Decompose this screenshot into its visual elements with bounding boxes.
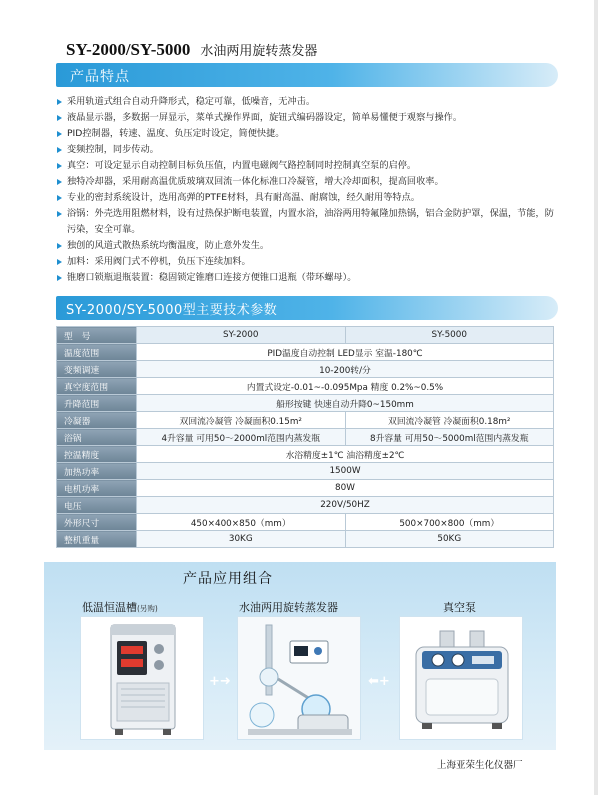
spec-label: 电压 [57, 497, 137, 514]
spec-value-sy5000: 8升容量 可用50～5000ml范围内蒸发瓶 [345, 429, 554, 446]
company-name: 上海亚荣生化仪器厂 [437, 760, 523, 771]
spec-value: 水浴精度±1℃ 油浴精度±2℃ [137, 446, 554, 463]
spec-value: 船形按键 快速自动升降0~150mm [137, 395, 554, 412]
spec-value-sy2000: 双回流冷凝管 冷凝面积0.15m² [137, 412, 346, 429]
feature-item: 真空：可设定显示自动控制目标负压值，内置电磁阀气路控制同时控制真空泵的启停。 [56, 158, 556, 174]
page-title [66, 40, 317, 62]
feature-item: 锥磨口锁瓶退瓶装置：稳固锁定锥磨口连接方便锥口退瓶（带环螺母）。 [56, 270, 556, 286]
spec-label: 外形尺寸 [57, 514, 137, 531]
plus-arrow-left [209, 674, 231, 689]
spec-label: 冷凝器 [57, 412, 137, 429]
spec-value-sy2000: 450×400×850（mm） [137, 514, 346, 531]
spec-value-sy2000: 4升容量 可用50～2000ml范围内蒸发瓶 [137, 429, 346, 446]
spec-label: 整机重量 [57, 531, 137, 548]
spec-value-sy5000: 双回流冷凝管 冷凝面积0.18m² [345, 412, 554, 429]
feature-item: 变频控制，同步传动。 [56, 142, 556, 158]
vacuum-pump-illustration [400, 617, 523, 740]
feature-item: 加料：采用阀门式不停机，负压下连续加料。 [56, 254, 556, 270]
table-row [57, 429, 554, 446]
specs-heading: SY-2000/SY-5000型主要技术参数 [66, 303, 278, 318]
specs-table [56, 326, 554, 548]
specs-header-label: 型 号 [57, 327, 137, 344]
arrow-right-icon: ➜ [219, 674, 231, 689]
feature-item: 浴锅：外壳选用阻燃材料，设有过热保护断电装置，内置水浴，油浴两用特氟隆加热锅，铝合金防护罩，保温，节能，防污染，安全可靠。 [56, 206, 556, 238]
plus-sign: + [209, 674, 220, 689]
features-heading-band [56, 63, 558, 87]
feature-item: PID控制器，转速、温度、负压定时设定，简便快捷。 [56, 126, 556, 142]
evaporator-illustration [238, 617, 361, 740]
feature-item: 液晶显示器，多数据一屏显示，菜单式操作界面，旋钮式编码器设定，简单易懂便于观察与操作。 [56, 110, 556, 126]
spec-value: 220V/50HZ [137, 497, 554, 514]
table-row [57, 395, 554, 412]
table-row [57, 497, 554, 514]
title-product-name: 水油两用旋转蒸发器 [200, 44, 318, 59]
spec-value-sy5000: 50KG [345, 531, 554, 548]
spec-label: 真空度范围 [57, 378, 137, 395]
spec-label: 浴锅 [57, 429, 137, 446]
product-name-circulator: 低温恒温槽 [82, 601, 137, 614]
circulator-image [80, 616, 204, 740]
spec-value: PID温度自动控制 LED显示 室温-180℃ [137, 344, 554, 361]
table-row [57, 514, 554, 531]
evaporator-image [237, 616, 361, 740]
table-row [57, 412, 554, 429]
product-label-circulator [82, 599, 158, 615]
plus-sign: + [378, 674, 390, 689]
spec-label: 温度范围 [57, 344, 137, 361]
title-model: SY-2000/SY-5000 [66, 40, 191, 59]
spec-value-sy2000: 30KG [137, 531, 346, 548]
table-row [57, 378, 554, 395]
features-heading: 产品特点 [70, 69, 130, 85]
feature-item: 独创的风道式散热系统均衡温度，防止意外发生。 [56, 238, 556, 254]
table-row [57, 531, 554, 548]
application-title: 产品应用组合 [183, 571, 273, 587]
table-row [57, 446, 554, 463]
table-row [57, 463, 554, 480]
feature-item: 采用轨道式组合自动升降形式，稳定可靠，低噪音，无冲击。 [56, 94, 556, 110]
spec-value: 1500W [137, 463, 554, 480]
feature-list [56, 94, 556, 286]
plus-arrow-right [368, 674, 390, 689]
table-row [57, 344, 554, 361]
arrow-left-icon: ⬅ [368, 674, 379, 689]
spec-value: 80W [137, 480, 554, 497]
table-row [57, 480, 554, 497]
product-note-optional: (另购) [137, 604, 158, 613]
specs-heading-band [56, 296, 558, 320]
spec-label: 加热功率 [57, 463, 137, 480]
table-row [57, 361, 554, 378]
spec-label: 电机功率 [57, 480, 137, 497]
spec-value-sy5000: 500×700×800（mm） [345, 514, 554, 531]
page-edge-strip [594, 0, 598, 795]
spec-value: 内置式设定-0.01~-0.095Mpa 精度 0.2%~0.5% [137, 378, 554, 395]
vacuum-pump-image [399, 616, 523, 740]
spec-value: 10-200转/分 [137, 361, 554, 378]
specs-header-sy5000: SY-5000 [345, 327, 554, 344]
product-label-vacuum-pump: 真空泵 [443, 601, 476, 614]
circulator-illustration [81, 617, 204, 740]
product-label-evaporator: 水油两用旋转蒸发器 [239, 601, 338, 614]
specs-header-row [57, 327, 554, 344]
feature-item: 独特冷却器，采用耐高温优质玻璃双回流一体化标准口冷凝管，增大冷却面积，提高回收率。 [56, 174, 556, 190]
feature-item: 专业的密封系统设计，选用高弹的PTFE材料，具有耐高温、耐腐蚀，经久耐用等特点。 [56, 190, 556, 206]
spec-label: 控温精度 [57, 446, 137, 463]
spec-label: 变频调速 [57, 361, 137, 378]
specs-header-sy2000: SY-2000 [137, 327, 346, 344]
spec-label: 升降范围 [57, 395, 137, 412]
